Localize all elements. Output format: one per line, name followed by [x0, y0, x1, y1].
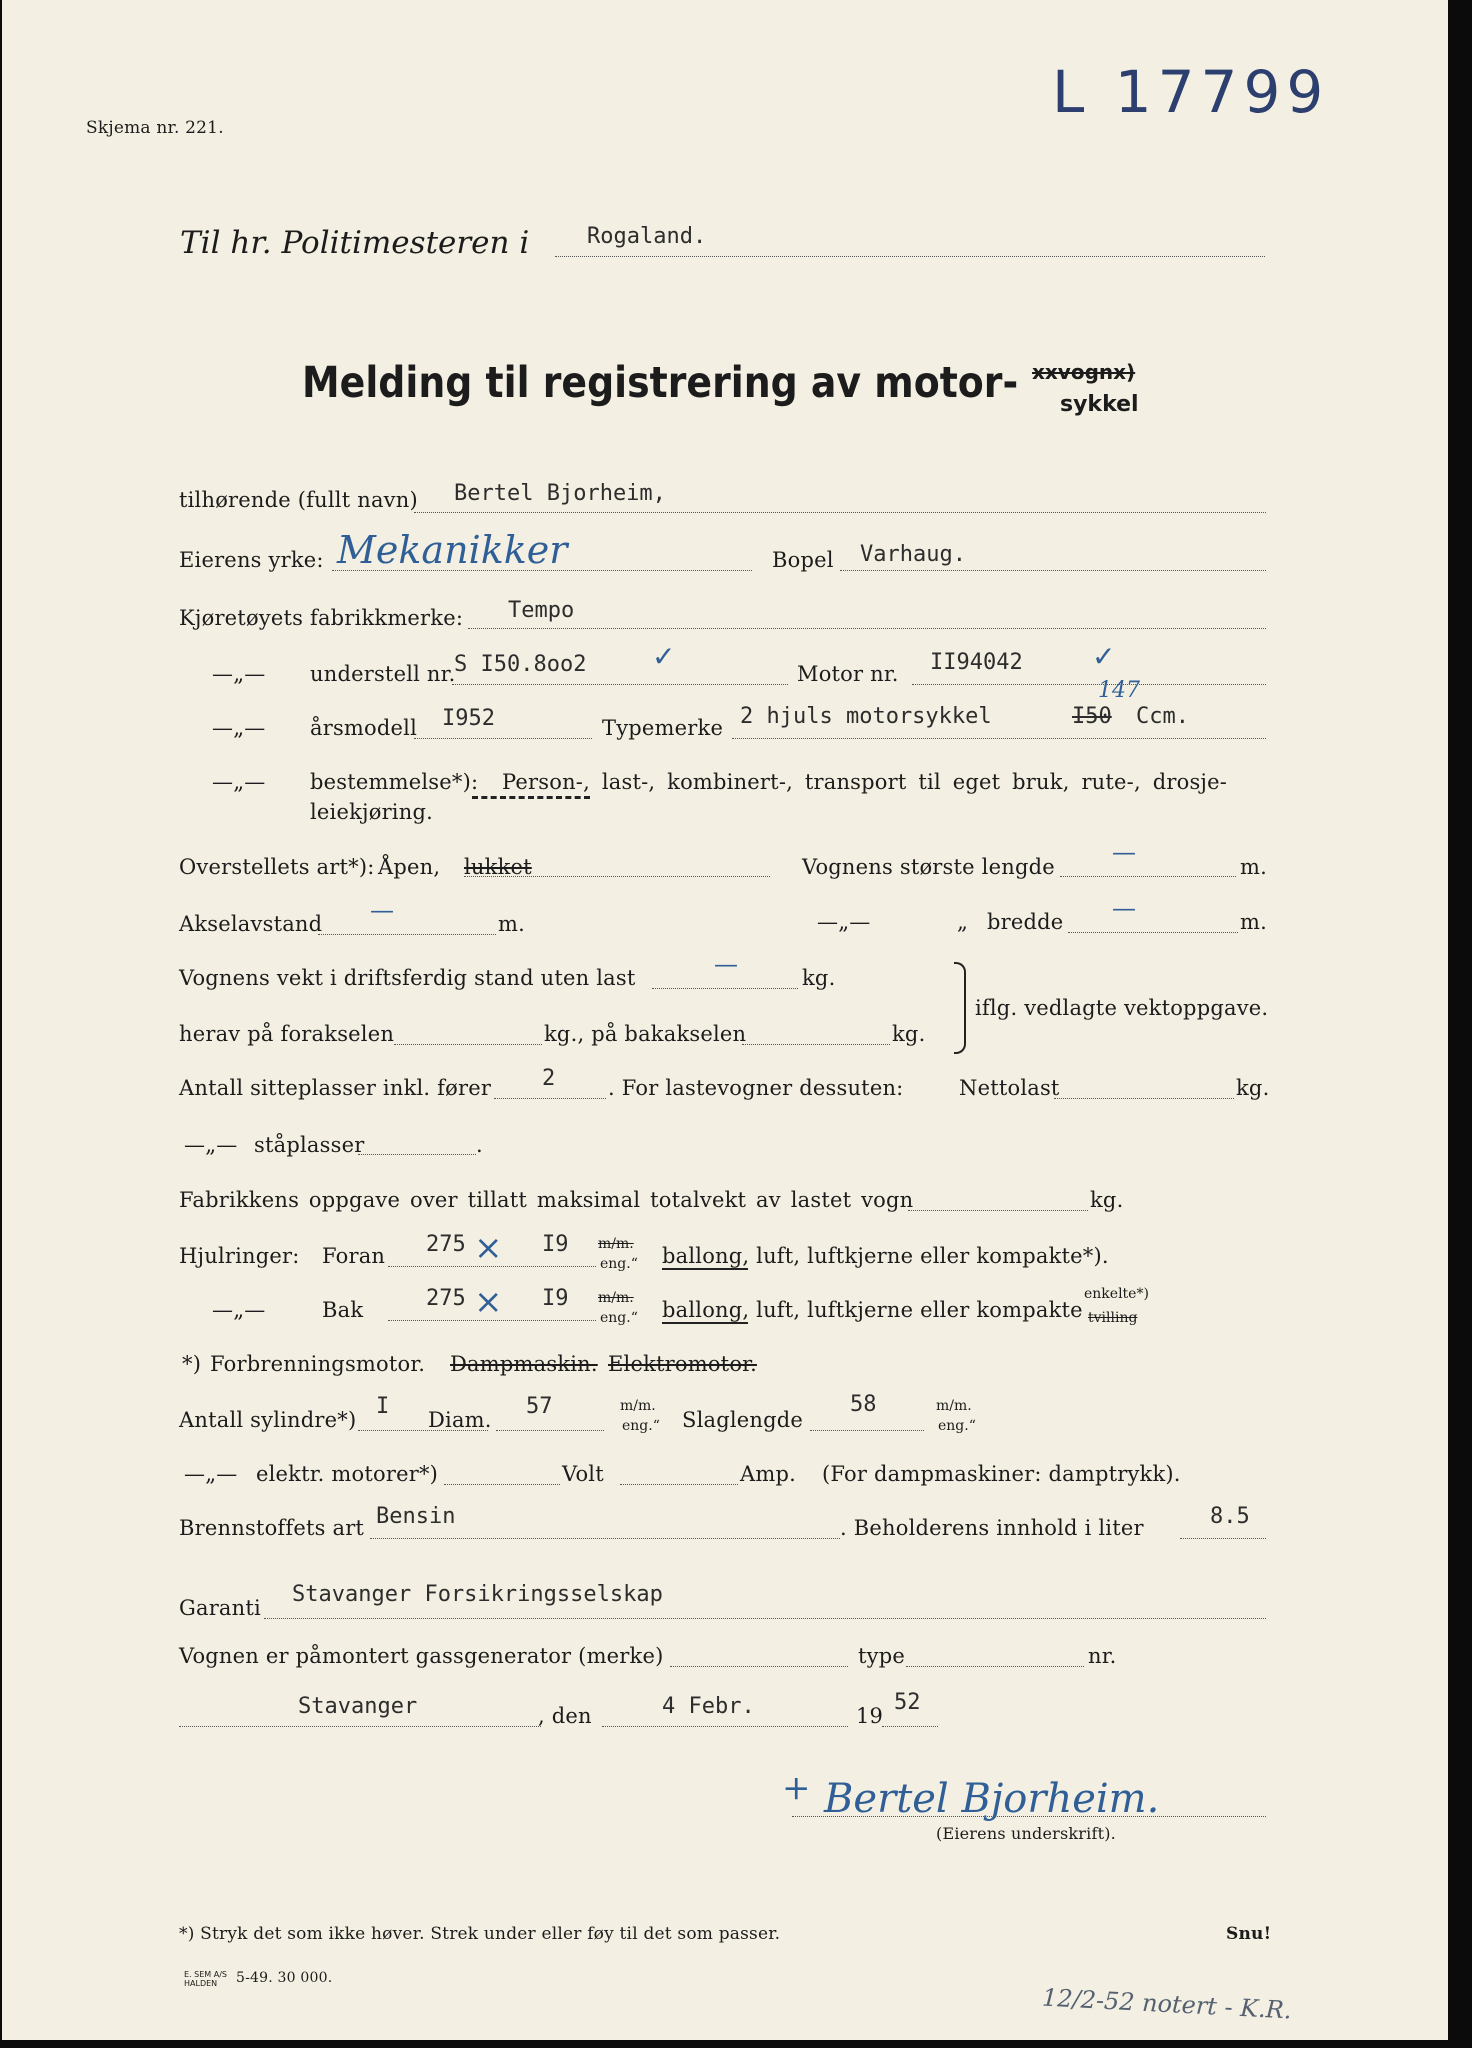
stroke-line: [810, 1430, 924, 1431]
stroke-unit-top: m/m.: [936, 1398, 972, 1414]
seats-label: Antall sitteplasser inkl. fører: [179, 1076, 492, 1100]
amp-label: Amp.: [740, 1462, 796, 1486]
front-axle-unit: kg., på bakakselen: [544, 1022, 747, 1046]
addressee-line: [555, 256, 1265, 257]
standing-line: [358, 1154, 476, 1155]
body-open: Åpen,: [378, 855, 441, 879]
wheelbase-value: —: [370, 896, 394, 924]
tyres-rear-twin: tvilling: [1088, 1310, 1138, 1326]
residence-line: [840, 570, 1266, 571]
diameter-line: [496, 1430, 604, 1431]
addressee-value: Rogaland.: [587, 224, 707, 249]
volt-label: Volt: [562, 1462, 604, 1486]
max-weight-label: Fabrikkens oppgave over tillatt maksimal totalvekt av lastet vogn: [179, 1188, 914, 1212]
place-value: Stavanger: [298, 1694, 418, 1719]
tyres-rear-size2: I9: [542, 1286, 569, 1311]
motor-check: ✓: [1092, 640, 1116, 673]
wheelbase-label: Akselavstand: [179, 912, 323, 936]
model-year-label: årsmodell: [310, 716, 417, 740]
tyres-rear-single: enkelte*): [1084, 1286, 1149, 1302]
seats-value: 2: [542, 1066, 556, 1091]
rear-axle-line: [742, 1044, 890, 1045]
ditto-mark-3: —„—: [212, 770, 266, 794]
tyres-rear-unit-bottom: eng.“: [600, 1310, 638, 1326]
guarantee-line: [264, 1618, 1266, 1619]
turn-over: Snu!: [1226, 1924, 1272, 1944]
type-line: [732, 738, 1266, 739]
max-weight-line: [908, 1210, 1088, 1211]
diameter-unit-top: m/m.: [620, 1398, 656, 1414]
gas-generator-label: Vognen er påmontert gassgenerator (merke): [179, 1644, 664, 1668]
diameter-unit-bottom: eng.“: [622, 1418, 660, 1434]
purpose-underline: [472, 796, 590, 799]
year-century: 19: [856, 1704, 884, 1728]
ditto-mark-7: —„—: [184, 1462, 238, 1486]
steam-pressure-note: (For dampmaskiner: damptrykk).: [822, 1462, 1181, 1486]
weight-unit: kg.: [802, 966, 836, 990]
guarantee-value: Stavanger Forsikringsselskap: [292, 1582, 663, 1607]
signature-value: Bertel Bjorheim.: [824, 1776, 1160, 1822]
weight-note: iflg. vedlagte vektoppgave.: [975, 996, 1269, 1020]
chassis-label: understell nr.: [310, 662, 456, 686]
gas-generator-line: [670, 1666, 848, 1667]
printer-edition: 5-49. 30 000.: [236, 1970, 333, 1986]
chassis-check: ✓: [652, 640, 676, 673]
ditto-mark-5: —„—: [184, 1133, 238, 1157]
occupation-label: Eierens yrke:: [179, 548, 324, 572]
engine-combustion: Forbrenningsmotor.: [210, 1352, 426, 1376]
year-value: 52: [894, 1690, 921, 1715]
standing-end: .: [476, 1133, 483, 1157]
form-number: Skjema nr. 221.: [86, 118, 224, 138]
type-correction: 147: [1098, 678, 1140, 703]
chassis-line: [452, 684, 788, 685]
fuel-label: Brennstoffets art: [179, 1516, 365, 1540]
ditto-mark-4: —„—: [817, 910, 871, 934]
tyres-front-size1: 275: [426, 1232, 466, 1257]
tyres-front-times: ×: [474, 1228, 503, 1268]
owner-label: tilhørende (fullt navn): [179, 488, 418, 512]
max-weight-unit: kg.: [1090, 1188, 1124, 1212]
engine-steam: Dampmaskin.: [450, 1352, 598, 1376]
tyres-rear-types: ballong, luft, luftkjerne eller kompakte: [662, 1298, 1083, 1322]
model-year-line: [414, 738, 592, 739]
length-label: Vognens største lengde: [802, 855, 1055, 879]
signature-line: [792, 1816, 1266, 1817]
date-den: , den: [538, 1704, 592, 1728]
tyres-rear-underline: [662, 1322, 748, 1324]
ditto-mark-6: —„—: [212, 1298, 266, 1322]
type-label: Typemerke: [602, 716, 724, 740]
engine-electric: Elektromotor.: [608, 1352, 757, 1376]
motor-line: [912, 684, 1266, 685]
body-label: Overstellets art*):: [179, 855, 375, 879]
seats-line: [494, 1098, 606, 1099]
width-ditto: „: [957, 910, 969, 934]
front-axle-line: [394, 1044, 542, 1045]
net-load-unit: kg.: [1236, 1076, 1270, 1100]
gas-type-label: type: [858, 1644, 905, 1668]
tyres-rear-times: ×: [474, 1282, 503, 1322]
width-unit: m.: [1240, 910, 1267, 934]
signature-cross: +: [782, 1768, 811, 1808]
wheelbase-line: [318, 934, 496, 935]
width-label: bredde: [987, 910, 1064, 934]
type-struck-value: I50: [1072, 704, 1112, 729]
tyres-rear-size1: 275: [426, 1286, 466, 1311]
form-title: Melding til registrering av motor-: [302, 358, 1019, 408]
margin-note: 12/2-52 notert - K.R.: [1041, 1983, 1293, 2025]
tank-line: [1180, 1538, 1266, 1539]
width-line: [1068, 932, 1238, 933]
make-line: [468, 628, 1266, 629]
make-value: Tempo: [508, 598, 575, 623]
chassis-value: S I50.8oo2: [454, 652, 587, 677]
tyres-front-underline: [662, 1268, 748, 1270]
length-value: —: [1112, 838, 1136, 866]
cylinders-value: I: [376, 1394, 390, 1419]
archive-number: L 17799: [1052, 58, 1330, 126]
weight-line: [652, 988, 798, 989]
weight-value: —: [714, 950, 738, 978]
stroke-unit-bottom: eng.“: [938, 1418, 976, 1434]
volt-line: [620, 1484, 738, 1485]
front-axle-label: herav på forakselen: [179, 1022, 395, 1046]
length-unit: m.: [1240, 855, 1267, 879]
tyres-front-types: ballong, luft, luftkjerne eller kompakte*).: [662, 1244, 1109, 1268]
title-option-sykkel: sykkel: [1060, 392, 1139, 417]
rear-axle-unit: kg.: [892, 1022, 926, 1046]
wheelbase-unit: m.: [498, 912, 525, 936]
tyres-label: Hjulringer:: [179, 1244, 300, 1268]
purpose-line2: leiekjøring.: [310, 800, 433, 824]
stroke-label: Slaglengde: [682, 1408, 804, 1432]
net-load-line: [1054, 1098, 1234, 1099]
printer-line2: HALDEN: [184, 1979, 218, 1988]
motor-label: Motor nr.: [797, 662, 899, 686]
diameter-value: 57: [526, 1394, 553, 1419]
addressee-label: Til hr. Politimesteren i: [180, 225, 530, 261]
tyres-rear-label: Bak: [322, 1298, 364, 1322]
purpose-label: bestemmelse*):: [310, 770, 479, 794]
tyres-front-unit-top: m/m.: [598, 1236, 634, 1252]
type-unit: Ccm.: [1136, 704, 1189, 729]
printer-mark: [184, 1970, 227, 1988]
body-closed: lukket: [464, 855, 532, 879]
footnote: *) Stryk det som ikke høver. Strek under eller føy til det som passer.: [179, 1924, 781, 1944]
standing-label: ståplasser: [254, 1133, 365, 1157]
net-load-label: Nettolast: [959, 1076, 1060, 1100]
owner-value: Bertel Bjorheim,: [454, 481, 666, 506]
gas-nr-label: nr.: [1088, 1644, 1117, 1668]
fuel-line: [370, 1538, 840, 1539]
tank-label: . Beholderens innhold i liter: [840, 1516, 1144, 1540]
tyres-front-unit-bottom: eng.“: [600, 1256, 638, 1272]
occupation-value: Mekanikker: [337, 528, 568, 572]
tyres-rear-unit-top: m/m.: [598, 1290, 634, 1306]
date-value: 4 Febr.: [662, 1694, 755, 1719]
year-line: [882, 1726, 938, 1727]
electric-motors-line: [444, 1484, 560, 1485]
stroke-value: 58: [850, 1392, 877, 1417]
seats-after: . For lastevogner dessuten:: [608, 1076, 904, 1100]
signature-label: (Eierens underskrift).: [936, 1824, 1116, 1843]
tyres-front-label: Foran: [322, 1244, 386, 1268]
place-line: [179, 1726, 541, 1727]
diameter-label: Diam.: [428, 1408, 492, 1432]
make-label: Kjøretøyets fabrikkmerke:: [179, 606, 464, 630]
width-value: —: [1112, 894, 1136, 922]
tyres-front-size2: I9: [542, 1232, 569, 1257]
residence-label: Bopel: [772, 548, 834, 572]
tank-value: 8.5: [1210, 1504, 1250, 1529]
title-option-vogn: xxvognx): [1032, 360, 1136, 384]
length-line: [1060, 876, 1236, 877]
gas-type-line: [906, 1666, 1084, 1667]
model-year-value: I952: [442, 706, 495, 731]
ditto-mark-2: —„—: [212, 716, 266, 740]
weight-brace: [954, 962, 966, 1054]
date-line: [602, 1726, 848, 1727]
motor-value: II94042: [930, 650, 1023, 675]
cylinders-label: Antall sylindre*): [179, 1408, 357, 1432]
weight-label: Vognens vekt i driftsferdig stand uten last: [179, 966, 636, 990]
fuel-value: Bensin: [376, 1504, 456, 1529]
purpose-options: Person-, last-, kombinert-, transport til eget bruk, rute-, drosje-: [502, 770, 1228, 794]
type-value: 2 hjuls motorsykkel: [740, 704, 992, 729]
residence-value: Varhaug.: [860, 542, 966, 567]
electric-motors-label: elektr. motorer*): [256, 1462, 439, 1486]
owner-line: [414, 512, 1266, 513]
form-sheet: [2, 0, 1448, 2040]
printer-line1: E. SEM A/S: [184, 1970, 227, 1979]
body-line: [464, 876, 770, 877]
ditto-mark-1: —„—: [212, 662, 266, 686]
guarantee-label: Garanti: [179, 1596, 261, 1620]
engine-type-star: *): [182, 1352, 202, 1376]
